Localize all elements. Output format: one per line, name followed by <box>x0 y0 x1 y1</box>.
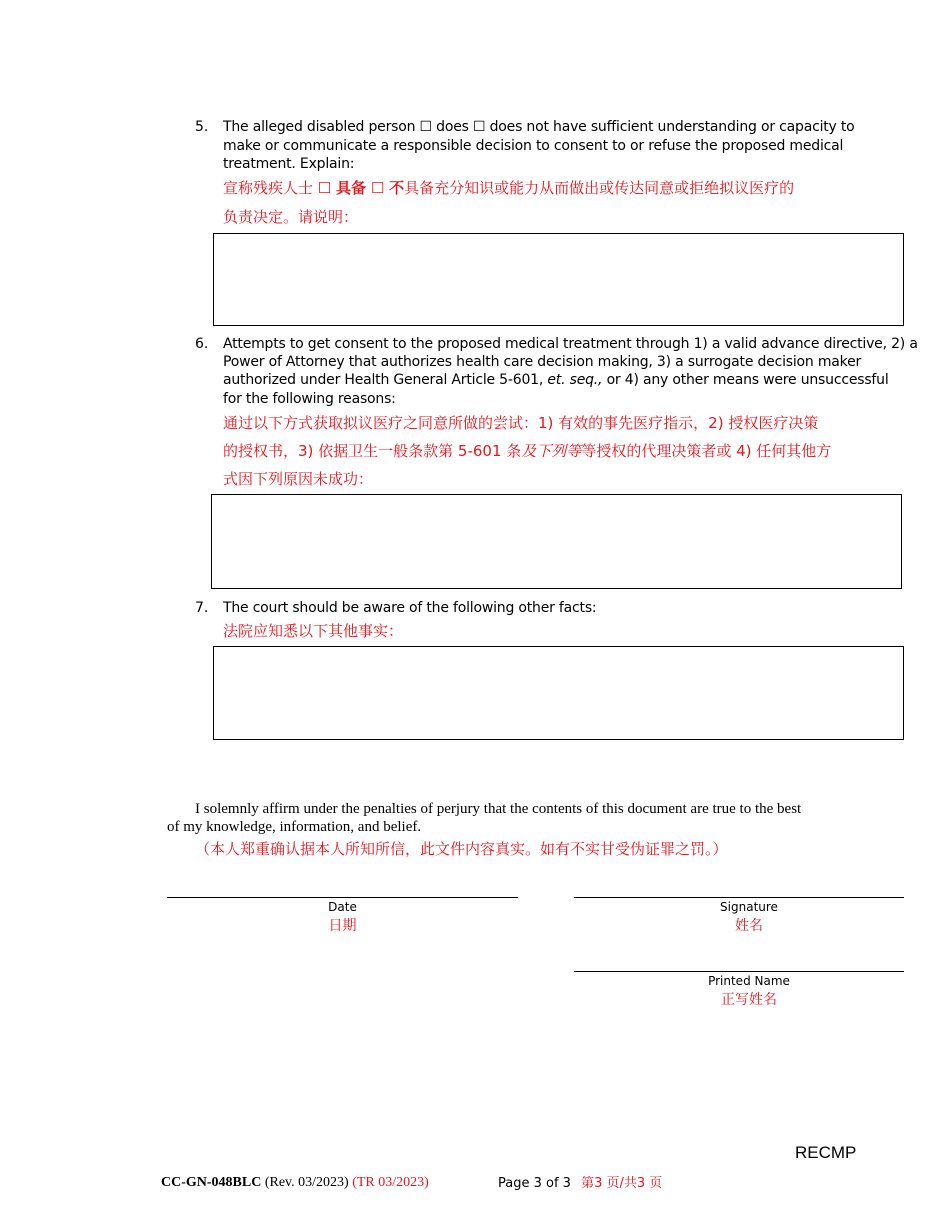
zh-does-label: 具备 <box>336 179 367 197</box>
item-6-zh-line3: 式因下列原因未成功： <box>223 470 374 488</box>
printed-name-label-zh: 正写姓名 <box>721 992 777 1008</box>
does-not-checkbox[interactable]: ☐ <box>472 119 486 135</box>
item-5-explain-textbox[interactable] <box>213 233 904 326</box>
item-5-en-line1 <box>223 118 855 136</box>
item-6-zh-italic: 及下列等 <box>521 442 582 460</box>
signature-label-zh: 姓名 <box>735 918 763 934</box>
item-5-prefix: The alleged disabled person <box>223 119 416 135</box>
item-6-line3-pre: authorized under Health General Article 5-601, <box>223 372 544 388</box>
date-label <box>167 899 518 937</box>
item-5-zh-prefix: 宣称残疾人士 <box>223 179 314 197</box>
item-6-number: 6. <box>195 336 209 352</box>
printed-name-label-en: Printed Name <box>708 974 790 988</box>
page-number-zh: 第3 页/共3 页 <box>581 1176 663 1191</box>
printed-name-line[interactable] <box>574 971 904 972</box>
item-5-en-line3: treatment. Explain: <box>223 156 355 172</box>
item-7-zh: 法院应知悉以下其他事实： <box>223 622 404 640</box>
item-6-zh-line2-post: 等授权的代理决策者或 4) 任何其他方 <box>581 442 832 460</box>
does-checkbox[interactable]: ☐ <box>419 119 432 135</box>
item-6-en-line2: Power of Attorney that authorizes health care decision making, 3) a surrogate decision maker <box>223 354 862 370</box>
et-seq-italic: et. seq., <box>547 372 603 388</box>
form-translation-revision: (TR 03/2023) <box>352 1175 429 1190</box>
form-id: CC-GN-048BLC <box>161 1175 262 1190</box>
item-7-number: 7. <box>195 600 209 616</box>
item-6-reasons-textbox[interactable] <box>211 494 902 589</box>
form-revision: (Rev. 03/2023) <box>264 1175 349 1190</box>
item-5-number: 5. <box>195 119 209 135</box>
zh-does-not-checkbox[interactable]: ☐ <box>370 179 385 197</box>
affirmation-zh: （本人郑重确认据本人所知所信，此文件内容真实。如有不实甘受伪证罪之罚。） <box>195 840 728 858</box>
printed-name-label <box>584 973 914 1011</box>
item-7-en: The court should be aware of the following other facts: <box>223 600 597 616</box>
zh-not-label: 不 <box>389 179 405 197</box>
item-5-zh-line2: 负责决定。请说明： <box>223 208 359 226</box>
item-6-en-line1: Attempts to get consent to the proposed medical treatment through 1) a valid advance directive, 2) a <box>223 336 918 352</box>
item-5-zh-line1 <box>223 174 794 202</box>
does-not-option-label: does not <box>489 119 549 135</box>
page-number <box>498 1175 662 1193</box>
item-5-line1-rest: have sufficient understanding or capacity to <box>553 119 855 135</box>
does-option-label: does <box>436 119 469 135</box>
item-6-zh-line2-pre: 的授权书，3) 依据卫生一般条款第 5-601 条 <box>223 442 522 460</box>
form-footer-id <box>161 1174 429 1192</box>
date-label-en: Date <box>328 900 357 914</box>
item-6-zh-line2 <box>223 437 831 465</box>
item-7-facts-textbox[interactable] <box>213 646 904 740</box>
affirmation-en-line1: I solemnly affirm under the penalties of perjury that the contents of this document are true to the best <box>195 801 802 817</box>
page-number-en: Page 3 of 3 <box>498 1176 571 1191</box>
item-5-zh-line1-rest: 具备充分知识或能力从而做出或传达同意或拒绝拟议医疗的 <box>404 179 795 197</box>
affirmation-en-line2: of my knowledge, information, and belief. <box>167 819 422 835</box>
item-6-en-line3 <box>223 371 889 389</box>
date-label-zh: 日期 <box>328 918 357 934</box>
zh-does-checkbox[interactable]: ☐ <box>317 179 332 197</box>
date-line[interactable] <box>167 897 518 898</box>
signature-label-en: Signature <box>720 900 778 914</box>
signature-line[interactable] <box>574 897 904 898</box>
signature-label <box>584 899 914 937</box>
item-5-en-line2: make or communicate a responsible decision to consent to or refuse the proposed medical <box>223 138 844 154</box>
item-6-zh-line1: 通过以下方式获取拟议医疗之同意所做的尝试：1) 有效的事先医疗指示，2) 授权医疗决策 <box>223 414 819 432</box>
recmp-code: RECMP <box>795 1143 857 1162</box>
item-6-line3-post: or 4) any other means were unsuccessful <box>606 372 889 388</box>
item-6-en-line4: for the following reasons: <box>223 391 396 407</box>
